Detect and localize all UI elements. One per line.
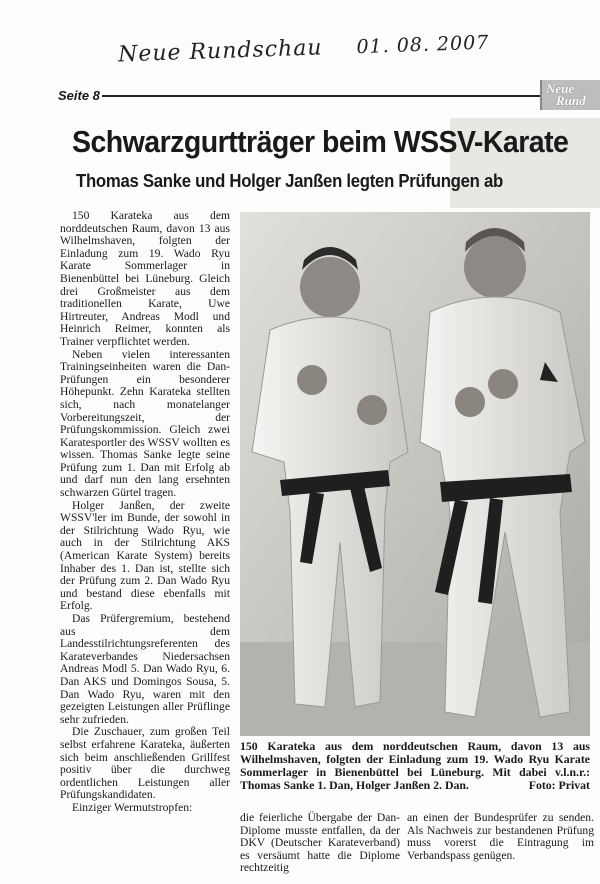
photo-caption [240,740,590,792]
page-label: Seite 8 [58,88,100,103]
masthead-logo [540,80,600,110]
karate-photo-illustration [240,212,590,736]
caption-text: 150 Karateka aus dem norddeutschen Raum, davon 13 aus Wilhelmshaven, folgten der Einladung zum 19. Wado Ryu Karate Sommerlager in Bienenbüttel bei Lüneburg. Mit dabei v.l.n.r.: Thomas Sanke 1. Dan, Holger Janßen 2. Dan. [240,739,590,792]
paragraph: 150 Karateka aus dem norddeutschen Raum, davon 13 aus Wilhelmshaven, folgten der Einladung zum 19. Wado Ryu Karate Sommerlager in Bienenbüttel bei Lüneburg. Gleich drei Großmeister aus dem traditionellen Karate, Uwe Hirtreuter, Andreas Modl und Heinrich Reimer, konnten als Trainer verpflichtet werden. [60,209,230,348]
paragraph: Das Prüfergremium, bestehend aus dem Landesstilrichtungsreferenten des Karateverbandes Niedersachsen Andreas Modl 5. Dan Wado Ryu, 6. Dan AKS und Domingos Sousa, 5. Dan Wado Ryu, waren mit den gezeigten Leistungen aller Prüflinge sehr zufrieden. [60,612,230,726]
paragraph: Neben vielen interessanten Trainingseinheiten waren die Dan-Prüfungen ein besonderer Höhepunkt. Zehn Karateka stellten sich, nach monatelanger Vorbereitungszeit, der Prüfungskommission. Gleich zwei Karatesportler des WSSV wollten es wissen. Thomas Sanke legte seine Prüfung zum 1. Dan mit Erfolg ab und darf nun den lang ersehnten schwarzen Gürtel tragen. [60,347,230,500]
photo-credit: Foto: Privat [528,778,590,792]
header-rule [102,95,540,97]
paragraph: Holger Janßen, der zweite WSSV'ler im Bunde, der sowohl in der Stilrichtung Wado Ryu, wie auch in der Stilrichtung AKS (American Karate System) bereits Inhaber des 1. Dan ist, stellte sich der Prüfung zum 2. Dan Wado Ryu und bestand diese ebenfalls mit Erfolg. [60,498,230,613]
paragraph: an einen der Bundesprüfer zu senden. Als Nachweis zur bestandenen Prüfung muss vorerst die Eintragung im Verbandspass genügen. [407,811,594,862]
logo-line-1: Neue [546,81,575,96]
handwritten-source: Neue Rundschau [117,35,323,68]
article-column-2 [240,812,400,875]
article-column-3 [407,812,594,862]
article-column-1 [60,210,230,815]
article-headline: Schwarzgurtträger beim WSSV-Karate [72,124,569,159]
paragraph: die feierliche Übergabe der Dan-Diplome musste entfallen, da der DKV (Deutscher Karateverband) es versäumt hatte die Diplome rechtzeitig [240,811,400,875]
paragraph: Die Zuschauer, zum großen Teil selbst erfahrene Karateka, äußerten sich beim anschließenden Grillfest positiv über die durchweg ordentlichen Leistungen aller Prüfungskandidaten. [60,725,230,802]
paragraph: Einziger Wermutstropfen: [72,800,193,814]
handwritten-source-note [118,30,490,68]
logo-line-2: Rund [556,93,586,108]
karate-photo [240,212,590,736]
handwritten-date: 01. 08. 2007 [356,31,490,59]
article-subheadline: Thomas Sanke und Holger Janßen legten Prüfungen ab [76,171,503,191]
